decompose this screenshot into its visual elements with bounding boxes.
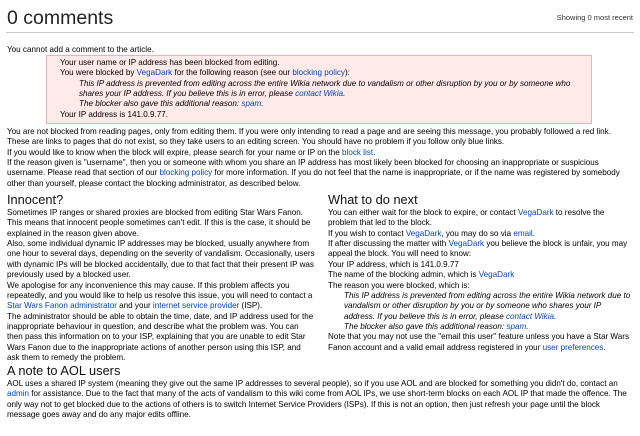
next-line-2: If you wish to contact VegaDark, you may do so via email. <box>328 228 535 238</box>
block-notice-line1: Your user name or IP address has been blocked from editing. <box>60 58 280 67</box>
comments-header <box>0 0 640 38</box>
next-additional-reason: The blocker also gave this additional reason: spam. <box>344 321 529 331</box>
showing-count: Showing 0 most recent <box>556 13 633 22</box>
spam-link-2[interactable]: spam <box>506 321 527 331</box>
innocent-paragraph-1: Sometimes IP ranges or shared proxies are blocked from editing Star Wars Fanon. This means that innocent people sometimes can't edit. If this is the case, it should be explained in the reason given above. <box>7 208 311 238</box>
innocent-paragraph-2: Also, some individual dynamic IP addresses may be blocked, usually anywhere from one hour to several days, depending on the severity of vandalism. Occasionally, users with dynamic IPs will be blocked accidentally, due to that fact that their present IP was previously used by a blocked user. <box>7 239 315 280</box>
admin-link[interactable]: admin <box>7 389 30 399</box>
user-preferences-link[interactable]: user preferences <box>542 342 604 352</box>
what-next-heading: What to do next <box>328 192 418 207</box>
next-line-reason: The reason you were blocked, which is: <box>328 280 470 290</box>
blocked-by-line: You were blocked by VegaDark for the following reason (see our blocking policy): <box>60 68 350 78</box>
info-paragraph-3: If the reason given is "username", then you or someone with whom you share an IP address has most likely been blocked for choosing an inappropriate or suspicious username. Please read that section of our blocking policy for more information. If you do not feel that the name is inappropriate, or if the name was registered by somebody other than yourself, please contact the blocking administrator, as described below. <box>7 158 620 188</box>
vegadark-link-1[interactable]: VegaDark <box>518 208 554 217</box>
info-paragraph-2: If you would like to know when the block will expire, please search for your name or IP on the block list. <box>7 148 376 157</box>
blocking-policy-link-2[interactable]: blocking policy <box>159 168 213 178</box>
innocent-heading: Innocent? <box>7 192 64 207</box>
next-line-3: If after discussing the matter with VegaDark you believe the block is unfair, you may appeal the block. You will need to know: <box>328 239 628 259</box>
contact-wikia-link-2[interactable]: contact Wikia <box>505 311 555 321</box>
blocking-policy-link[interactable]: blocking policy <box>292 68 345 78</box>
page-title: 0 comments <box>7 7 114 29</box>
contact-wikia-link[interactable]: contact Wikia <box>295 89 344 99</box>
aol-section <box>7 363 633 420</box>
aol-heading: A note to AOL users <box>7 363 121 378</box>
next-line-email-note: Note that you may not use the "email this user" feature unless you have a Star Wars Fanon account and a valid email address registered in your user preferences. <box>328 332 630 352</box>
block-reason: This IP address is prevented from editing across the entire Wikia network due to vandalism or other disruption by you or by someone who shares your IP address. If you believe this is in error, please contact Wikia. <box>79 78 571 99</box>
vegadark-link-3[interactable]: VegaDark <box>448 239 485 249</box>
vegadark-link-4[interactable]: VegaDark <box>478 270 515 280</box>
blocker-link[interactable]: VegaDark <box>136 68 173 78</box>
block-notice-box <box>46 55 592 124</box>
vegadark-link-2[interactable]: VegaDark <box>405 228 442 238</box>
spam-link[interactable]: spam <box>241 99 262 109</box>
next-block-reason: This IP address is prevented from editing across the entire Wikia network due to vandalism or other disruption by you or by someone who shares your IP address. If you believe this is in error, please contact Wikia. <box>344 290 631 321</box>
aol-paragraph: AOL uses a shared IP system (meaning they give out the same IP addresses to several people), so if you use AOL and are blocked for something you didn't do, contact an admin for assistance. Due to the fact that many of the acts of vandalism to this wiki come from AOL IPs, we use short-term blocks on each AOL IP that made the offence. The only way not to get blocked due to the actions of others is to switch Internet Service Providers (ISPs). If this is not an option, then just refresh your page until the block message goes away and do any major edits offline. <box>7 379 627 420</box>
ip-address-line: Your IP address is 141.0.9.77. <box>60 109 168 119</box>
what-next-section <box>328 192 633 353</box>
isp-link[interactable]: internet service provider <box>152 301 240 311</box>
next-line-1: You can either wait for the block to expire, or contact VegaDark to resolve the problem that led to the block. <box>328 208 605 228</box>
info-paragraph-1: You are not blocked from reading pages, only from editing them. If you were only intending to read a page and are seeing this message, you probably followed a red link. These are links to pages that do not exist, so they take users to an editing screen. You should have no problem if you follow only blue links. <box>7 127 611 147</box>
cannot-comment-notice: You cannot add a comment to the article. <box>7 45 154 54</box>
block-additional-reason: The blocker also gave this additional reason: spam. <box>79 99 264 109</box>
administrator-link[interactable]: Star Wars Fanon administrator <box>7 301 117 311</box>
next-line-ip: Your IP address, which is 141.0.9.77 <box>328 259 459 269</box>
header-divider <box>6 32 634 33</box>
innocent-section <box>7 192 315 363</box>
next-line-admin: The name of the blocking admin, which is VegaDark <box>328 270 515 280</box>
block-list-link[interactable]: block list <box>342 148 374 157</box>
innocent-paragraph-3: We apologise for any inconvenience this may cause. If this problem affects you repeatedly, and you would like to help us resolve this issue, you will need to contact a Star Wars Fanon administrator and your internet service provider (ISP). <box>7 280 313 311</box>
innocent-paragraph-4: The administrator should be able to obtain the time, date, and IP address used for the inappropriate behaviour in question, and describe what the problem was. You can then pass this information on to your ISP, explaining that you are unable to edit Star Wars Fanon due to the inappropriate actions of another person using this ISP, and ask them to remedy the problem. <box>7 311 314 363</box>
email-link[interactable]: email <box>513 228 533 238</box>
